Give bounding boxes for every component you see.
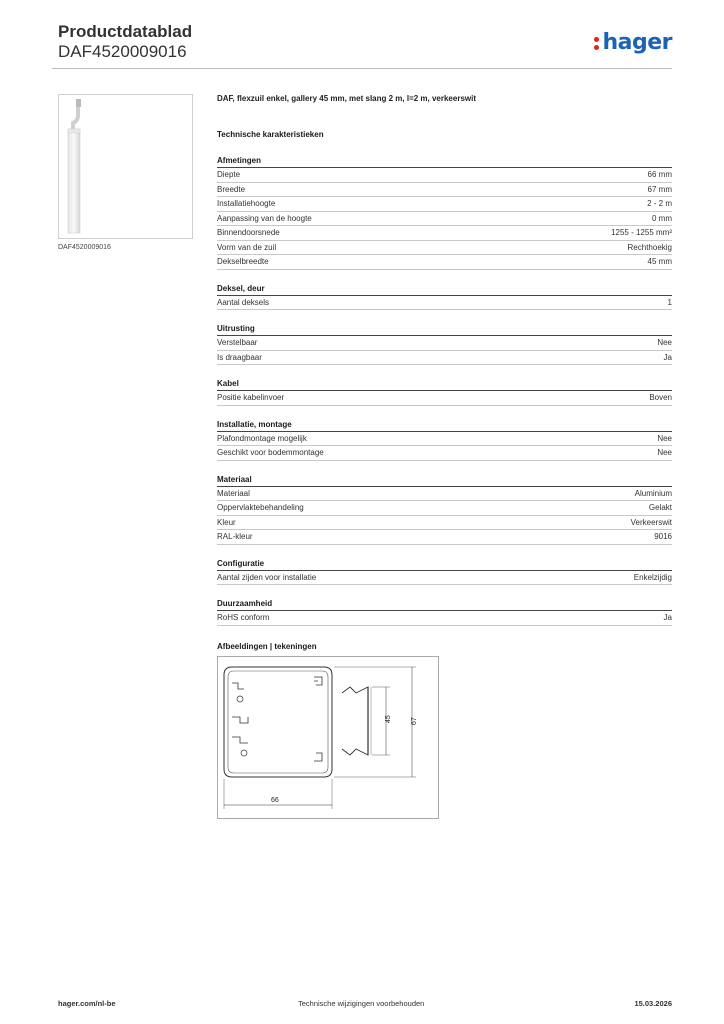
spec-label: Installatiehoogte — [217, 199, 276, 208]
spec-row — [217, 226, 672, 241]
spec-label: Aanpassing van de hoogte — [217, 213, 312, 223]
spec-section — [217, 156, 672, 270]
spec-row — [217, 183, 672, 198]
spec-label: Vorm van de zuil — [217, 242, 277, 252]
spec-sections — [217, 156, 672, 626]
spec-label: Oppervlaktebehandeling — [217, 503, 304, 512]
spec-value: Nee — [657, 448, 672, 457]
section-title: Afmetingen — [217, 156, 672, 168]
spec-value: 67 mm — [647, 184, 672, 194]
spec-row — [217, 530, 672, 545]
spec-label: RAL-kleur — [217, 532, 253, 541]
section-title: Materiaal — [217, 475, 672, 487]
spec-row — [217, 168, 672, 183]
footer-website: hager.com/nl-be — [58, 999, 116, 1008]
spec-row — [217, 432, 672, 447]
spec-row — [217, 296, 672, 311]
flexzuil-product-icon — [59, 95, 192, 238]
spec-value: Verkeerswit — [630, 517, 672, 527]
spec-row — [217, 516, 672, 531]
section-title: Duurzaamheid — [217, 599, 672, 611]
spec-section — [217, 559, 672, 586]
image-caption: DAF4520009016 — [58, 244, 111, 251]
spec-value: 45 mm — [647, 257, 672, 266]
section-title: Kabel — [217, 379, 672, 391]
section-title: Uitrusting — [217, 324, 672, 336]
spec-value: Ja — [663, 352, 672, 362]
footer-note: Technische wijzigingen voorbehouden — [298, 999, 425, 1008]
spec-value: Enkelzijdig — [633, 572, 672, 582]
spec-value: 9016 — [654, 532, 672, 541]
figure-heading: Afbeeldingen | tekeningen — [217, 641, 317, 651]
spec-content — [217, 94, 672, 654]
footer-date: 15.03.2026 — [634, 999, 672, 1008]
spec-row — [217, 571, 672, 586]
spec-label: Aantal deksels — [217, 297, 270, 307]
hager-logo — [594, 30, 672, 55]
spec-row — [217, 255, 672, 270]
spec-section — [217, 379, 672, 406]
spec-row — [217, 197, 672, 212]
spec-value: Nee — [657, 338, 672, 347]
technical-drawing — [217, 656, 439, 819]
spec-value: Gelakt — [648, 503, 672, 512]
product-image — [58, 94, 193, 239]
spec-value: 2 - 2 m — [647, 199, 672, 208]
spec-value: 66 mm — [647, 170, 672, 179]
spec-row — [217, 351, 672, 366]
dim-height-inner-label: 45 — [385, 715, 392, 723]
product-code: DAF4520009016 — [58, 42, 187, 61]
spec-row — [217, 212, 672, 227]
spec-value: 1 — [667, 297, 672, 307]
spec-section — [217, 284, 672, 311]
spec-label: Aantal zijden voor installatie — [217, 572, 317, 582]
header-divider — [52, 68, 672, 69]
spec-label: Is draagbaar — [217, 352, 262, 362]
spec-label: Binnendoorsnede — [217, 228, 280, 237]
spec-label: Materiaal — [217, 488, 250, 498]
spec-label: Breedte — [217, 184, 246, 194]
spec-label: Geschikt voor bodemmontage — [217, 448, 324, 457]
spec-value: Rechthoekig — [627, 242, 672, 252]
spec-label: Positie kabelinvoer — [217, 393, 285, 402]
spec-row — [217, 391, 672, 406]
dim-width-label: 66 — [271, 797, 279, 804]
tech-heading: Technische karakteristieken — [217, 130, 324, 139]
spec-label: Plafondmontage mogelijk — [217, 433, 307, 443]
spec-row — [217, 336, 672, 351]
spec-section — [217, 420, 672, 461]
spec-section — [217, 324, 672, 365]
spec-label: Diepte — [217, 170, 241, 179]
spec-value: Nee — [657, 433, 672, 443]
spec-value: Ja — [663, 613, 672, 622]
spec-value: 0 mm — [652, 213, 672, 223]
page-header — [58, 22, 672, 68]
spec-label: Kleur — [217, 517, 236, 527]
spec-value: 1255 - 1255 mm² — [611, 228, 672, 237]
spec-section — [217, 475, 672, 545]
spec-row — [217, 611, 672, 626]
section-title: Deksel, deur — [217, 284, 672, 296]
spec-label: RoHS conform — [217, 613, 270, 622]
section-title: Installatie, montage — [217, 420, 672, 432]
page-title: Productdatablad — [58, 22, 193, 41]
dim-height-outer-label: 67 — [411, 717, 418, 725]
spec-value: Aluminium — [634, 488, 672, 498]
spec-row — [217, 501, 672, 516]
logo-text: hager — [602, 30, 672, 55]
product-description: DAF, flexzuil enkel, gallery 45 mm, met slang 2 m, l=2 m, verkeerswit — [217, 94, 477, 103]
spec-row — [217, 241, 672, 256]
spec-row — [217, 487, 672, 502]
spec-label: Verstelbaar — [217, 338, 258, 347]
logo-dots-icon — [594, 36, 600, 50]
profile-cross-section-icon — [218, 657, 438, 818]
spec-section — [217, 599, 672, 626]
spec-row — [217, 446, 672, 461]
section-title: Configuratie — [217, 559, 672, 571]
spec-label: Dekselbreedte — [217, 257, 269, 266]
spec-value: Boven — [649, 393, 672, 402]
